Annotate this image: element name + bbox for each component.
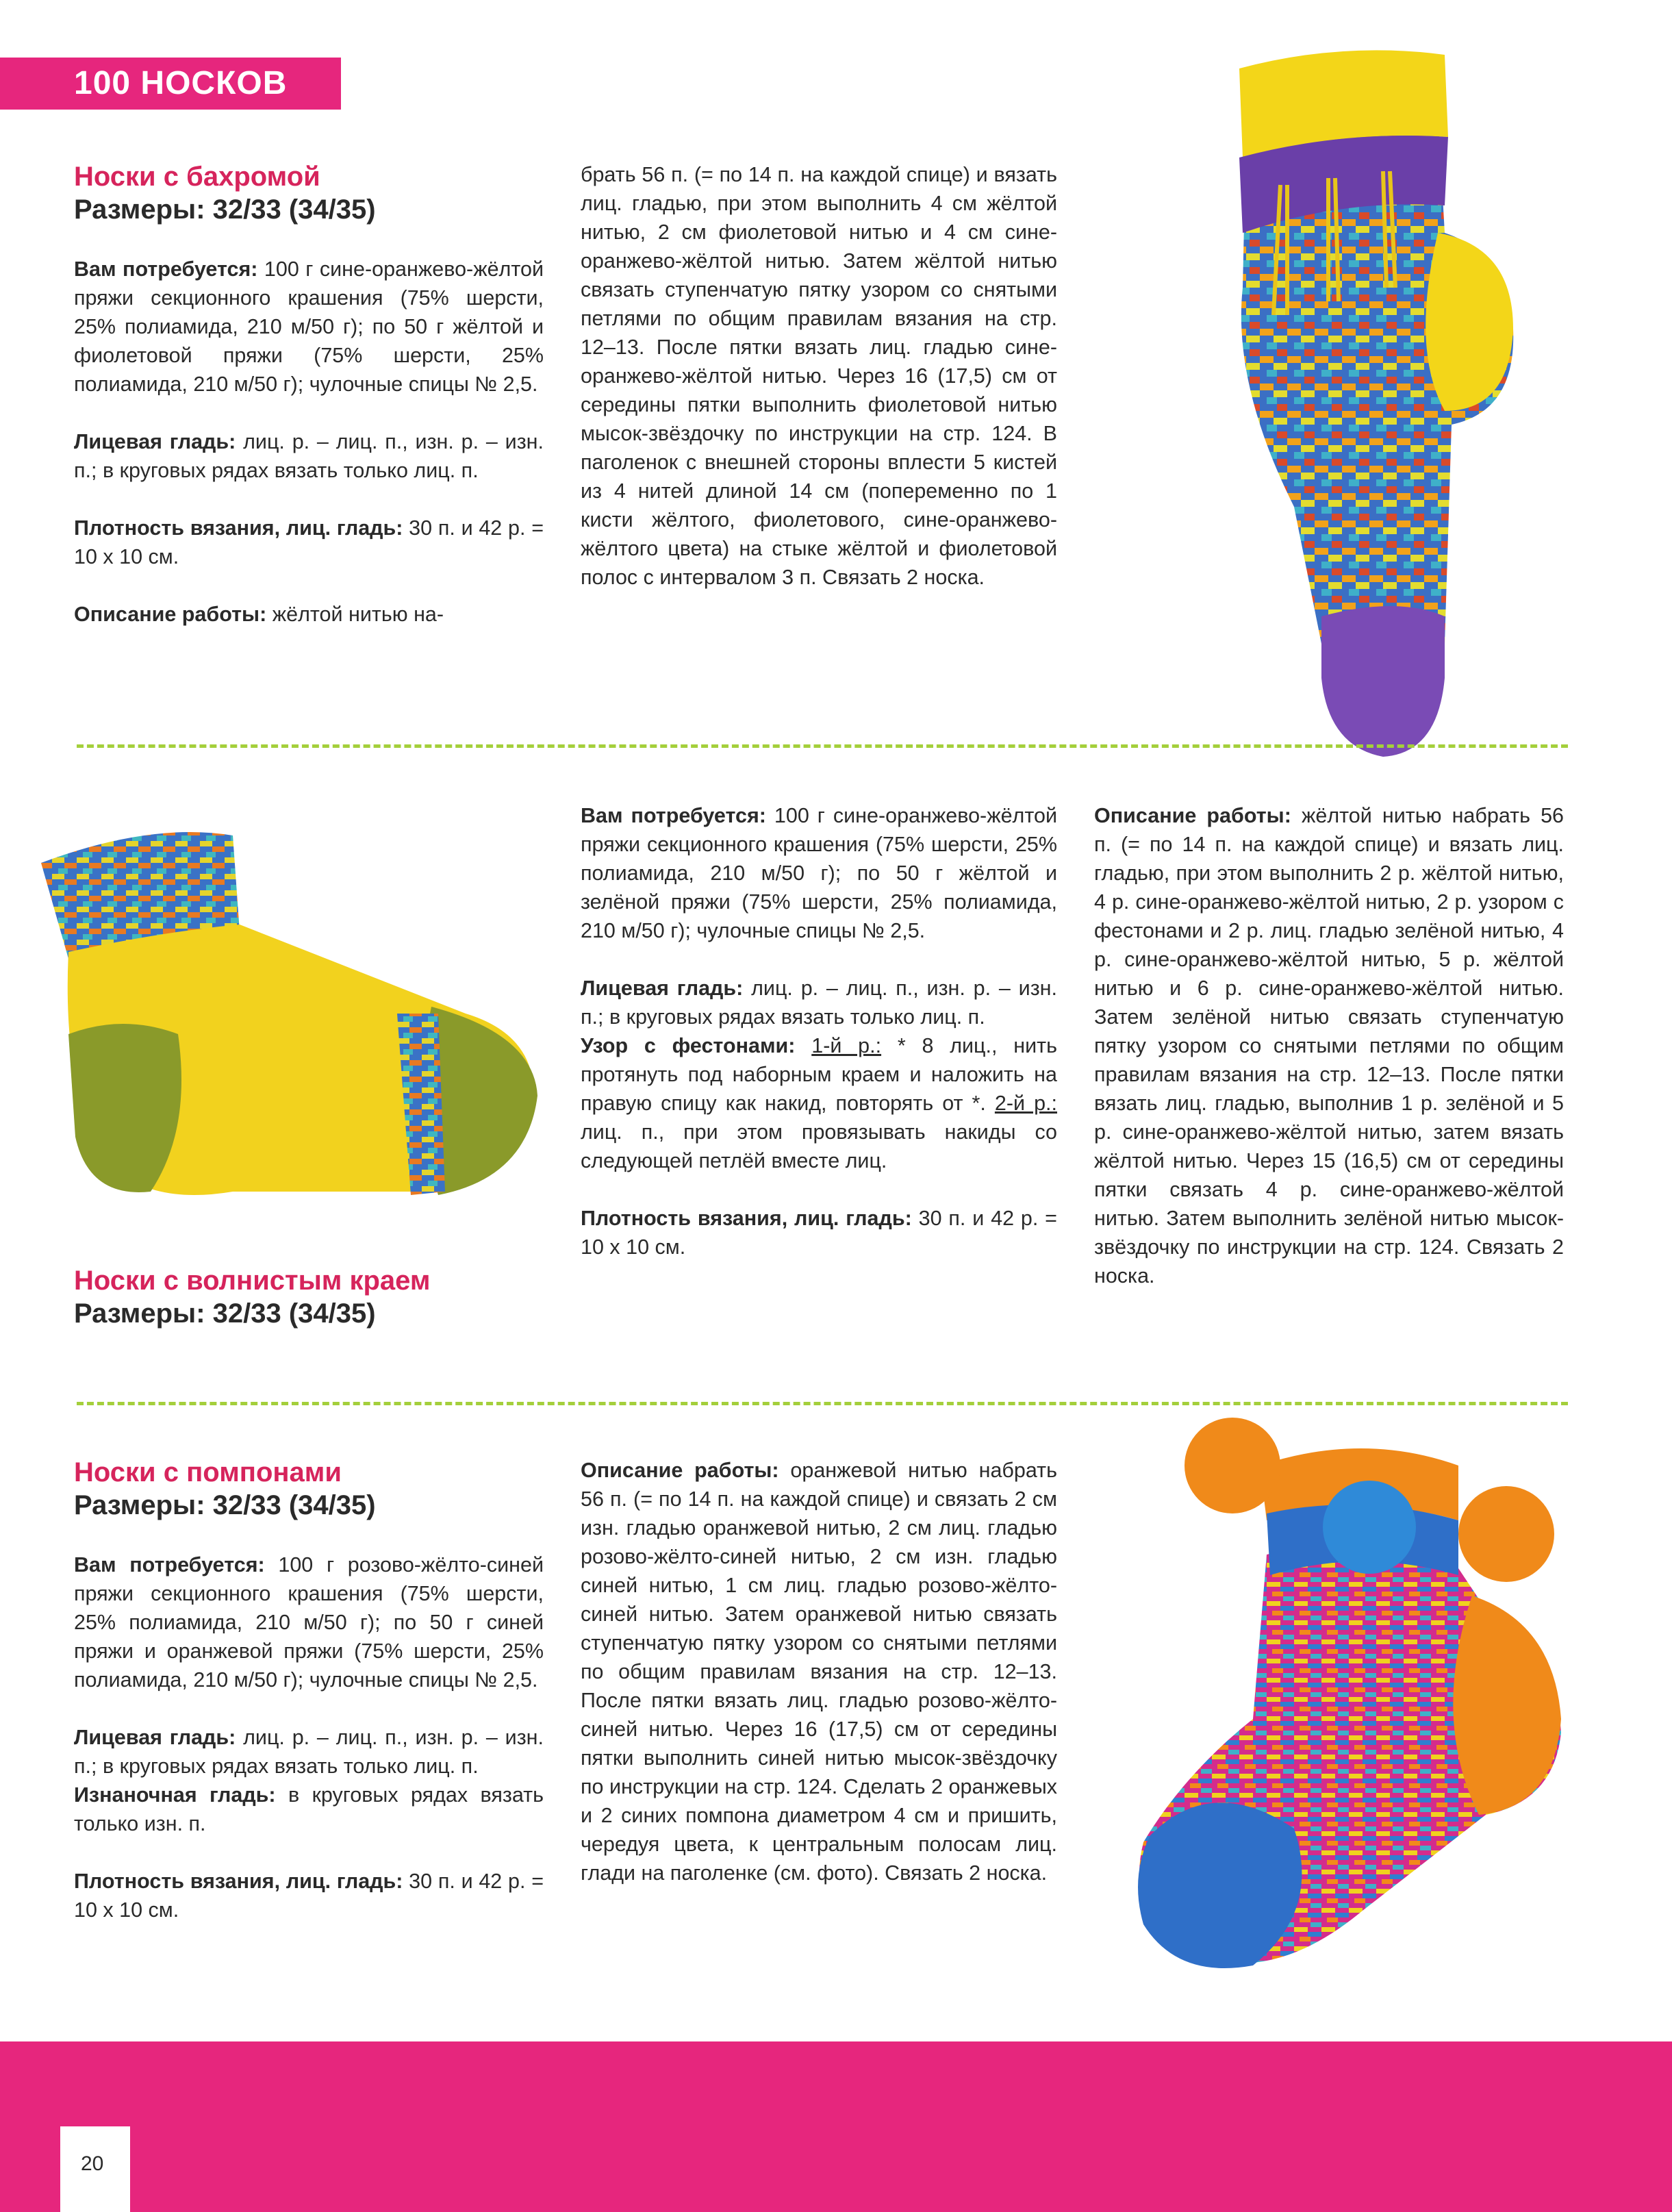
pompom-sock-image (1075, 1390, 1636, 1993)
header-band (0, 58, 341, 110)
section3-materials: Вам потребуется: 100 г розово-жёлто-синей пряжи секционного крашения (75% шерсти, 25% полиамида, 210 м/50 г); по 50 г синей пряжи и оранжевой пряжи (75% шерсти, 25% полиамида, 210 м/50 г); чулочные спицы № 2,5. (74, 1553, 544, 1692)
section2-density: Плотность вязания, лиц. гладь: 30 п. и 42 р. = 10 х 10 см. (581, 1207, 1057, 1259)
section2-materials: Вам потребуется: 100 г сине-оранжево-жёлтой пряжи секционного крашения (75% шерсти, 25% полиамида, 210 м/50 г); по 50 г жёлтой и зелёной пряжи (75% шерсти, 25% полиамида, 210 м/50 г); чулочные спицы № 2,5. (581, 804, 1057, 942)
footer-band (0, 2041, 1672, 2212)
fringe-sock-image (1123, 27, 1588, 767)
section2-pattern: Узор с фестонами: 1-й р.: * 8 лиц., нить протянуть под наборным краем и наложить на правую спицу как накид, повторять от *. 2-й р.: лиц. п., при этом провязывать накиды со следующей петлёй вместе лиц. (581, 1034, 1057, 1172)
section1-density: Плотность вязания, лиц. гладь: 30 п. и 42 р. = 10 х 10 см. (74, 516, 544, 568)
section2-title-block (74, 1264, 544, 1359)
section1-sizes: Размеры: 32/33 (34/35) (74, 194, 376, 225)
section3-work: Описание работы: оранжевой нитью набрать 56 п. (= по 14 п. на каждой спице) и связать 2 см изн. гладью оранжевой нитью, 2 см лиц. гладью розово-жёлто-синей нитью, 2 см изн. гладью синей нитью, 1 см лиц. гладью розово-жёлто-синей нитью. Затем оранжевой нитью связать ступенчатую пятку узором со снятыми петлями по общим правилам вязания на стр. 12–13. После пятки вязать лиц. гладью розово-жёлто-синей нитью. Через 16 (17,5) см от середины пятки выполнить синей нитью мысок-звёздочку по инструкции на стр. 124. Сделать 2 оранжевых и 2 синих помпона диаметром 4 см и пришить, чередуя цвета, к центральным полосам лиц. глади на паголенке (см. фото). Связать 2 носка. (581, 1459, 1057, 1885)
section2-col3 (1094, 801, 1564, 1290)
section2-stitch: Лицевая гладь: лиц. р. – лиц. п., изн. р. – изн. п.; в круговых рядах вязать только лиц. п. (581, 977, 1057, 1029)
section1-work-start: Описание работы: жёлтой нитью на- (74, 603, 444, 626)
section3-col1 (74, 1456, 544, 1924)
section1-col2 (581, 160, 1057, 592)
section2-title: Носки с волнистым краем (74, 1266, 431, 1296)
section3-purl: Изнаночная гладь: в круговых рядах вязать только изн. п. (74, 1783, 544, 1835)
section2-work: Описание работы: жёлтой нитью набрать 56 п. (= по 14 п. на каждой спице) и вязать лиц. гладью, при этом выполнить 2 р. жёлтой нитью, 4 р. сине-оранжево-жёлтой нитью, 2 р. узором с фестонами и 2 р. лиц. гладью зелёной нитью, 4 р. сине-оранжево-жёлтой нитью, 5 р. жёлтой нитью и 6 р. сине-оранжево-жёлтой нитью. Затем зелёной нитью связать ступенчатую пятку узором со снятыми петлями по общим правилам вязания на стр. 12–13. После пятки вязать лиц. гладью, выполнив 1 р. зелёной и 5 р. сине-оранжево-жёлтой нитью, затем вязать жёлтой нитью. Через 15 (16,5) см от середины пятки связать 4 р. сине-оранжево-жёлтой нитью. Затем выполнить зелёной нитью мысок-звёздочку по инструкции на стр. 124. Связать 2 носка. (1094, 804, 1564, 1287)
page-header-title: 100 НОСКОВ (74, 65, 288, 101)
section3-title: Носки с помпонами (74, 1457, 342, 1487)
divider-1 (77, 744, 1568, 748)
section1-stitch: Лицевая гладь: лиц. р. – лиц. п., изн. р. – изн. п.; в круговых рядах вязать только лиц. п. (74, 430, 544, 482)
section3-sizes: Размеры: 32/33 (34/35) (74, 1490, 376, 1520)
section2-sizes: Размеры: 32/33 (34/35) (74, 1298, 376, 1329)
section2-col2 (581, 801, 1057, 1261)
section3-col2 (581, 1456, 1057, 1887)
wavy-edge-sock-image (27, 808, 568, 1226)
section1-materials: Вам потребуется: 100 г сине-оранжево-жёлтой пряжи секционного крашения (75% шерсти, 25% полиамида, 210 м/50 г); по 50 г жёлтой и фиолетовой пряжи (75% шерсти, 25% полиамида, 210 м/50 г); чулочные спицы № 2,5. (74, 257, 544, 396)
section1-work-cont: брать 56 п. (= по 14 п. на каждой спице) и вязать лиц. гладью, при этом выполнить 4 см жёлтой нитью, 2 см фиолетовой нитью и 4 см сине-оранжево-жёлтой нитью. Затем жёлтой нитью связать ступенчатую пятку узором со снятыми петлями по общим правилам вязания на стр. 12–13. После пятки вязать лиц. гладью сине-оранжево-жёлтой нитью. Через 16 (17,5) см от середины пятки выполнить фиолетовой нитью мысок-звёздочку по инструкции на стр. 124. В паголенок с внешней стороны вплести 5 кистей из 4 нитей длиной 14 см (попеременно по 1 кисти жёлтого, фиолетового, сине-оранжево-жёлтого цвета) на стыке жёлтой и фиолетовой полос с интервалом 3 п. Связать 2 носка. (581, 163, 1057, 589)
section3-density: Плотность вязания, лиц. гладь: 30 п. и 42 р. = 10 х 10 см. (74, 1870, 544, 1922)
section3-stitch: Лицевая гладь: лиц. р. – лиц. п., изн. р. – изн. п.; в круговых рядах вязать только лиц. п. (74, 1726, 544, 1778)
section1-col1 (74, 160, 544, 629)
section1-title: Носки с бахромой (74, 162, 320, 192)
page-number: 20 (81, 2152, 104, 2175)
